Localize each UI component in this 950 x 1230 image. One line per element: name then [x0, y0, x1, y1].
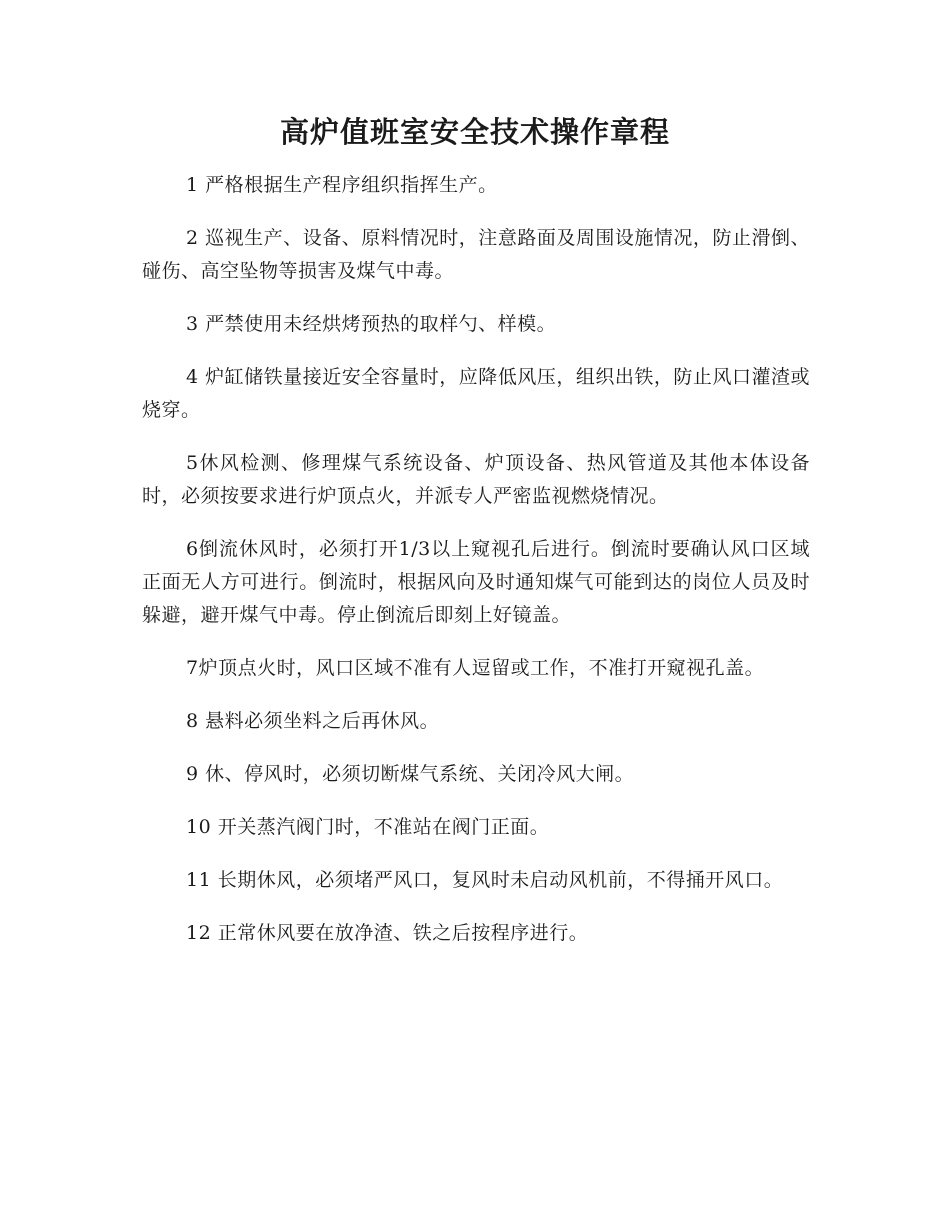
paragraph-3: 3 严禁使用未经烘烤预热的取样勺、样模。: [186, 313, 557, 335]
paragraph-8: 8 悬料必须坐料之后再休风。: [186, 710, 440, 732]
paragraph-12: 12 正常休风要在放净渣、铁之后按程序进行。: [186, 922, 589, 944]
document-body: [142, 169, 810, 970]
paragraph-10: 10 开关蒸汽阀门时，不准站在阀门正面。: [186, 816, 550, 838]
paragraph-11: 11 长期休风，必须堵严风口，复风时未启动风机前，不得捅开风口。: [186, 869, 784, 891]
document-title: 高炉值班室安全技术操作章程: [279, 115, 670, 149]
paragraph-7: 7炉顶点火时，风口区域不准有人逗留或工作，不准打开窥视孔盖。: [186, 657, 765, 679]
paragraph-1: 1 严格根据生产程序组织指挥生产。: [186, 174, 498, 196]
paragraph-2: 2 巡视生产、设备、原料情况时，注意路面及周围设施情况，防止滑倒、碰伤、高空坠物等损害及煤气中毒。: [142, 227, 810, 282]
paragraph-9: 9 休、停风时，必须切断煤气系统、关闭冷风大闸。: [186, 763, 635, 785]
paragraph-4: 4 炉缸储铁量接近安全容量时，应降低风压，组织出铁，防止风口灌渣或烧穿。: [142, 366, 810, 421]
paragraph-6: 6倒流休风时，必须打开1/3以上窥视孔后进行。倒流时要确认风口区域正面无人方可进行。倒流时，根据风向及时通知煤气可能到达的岗位人员及时躲避，避开煤气中毒。停止倒流后即刻上好镜盖。: [142, 538, 810, 626]
paragraph-5: 5休风检测、修理煤气系统设备、炉顶设备、热风管道及其他本体设备时，必须按要求进行炉顶点火，并派专人严密监视燃烧情况。: [142, 452, 810, 507]
